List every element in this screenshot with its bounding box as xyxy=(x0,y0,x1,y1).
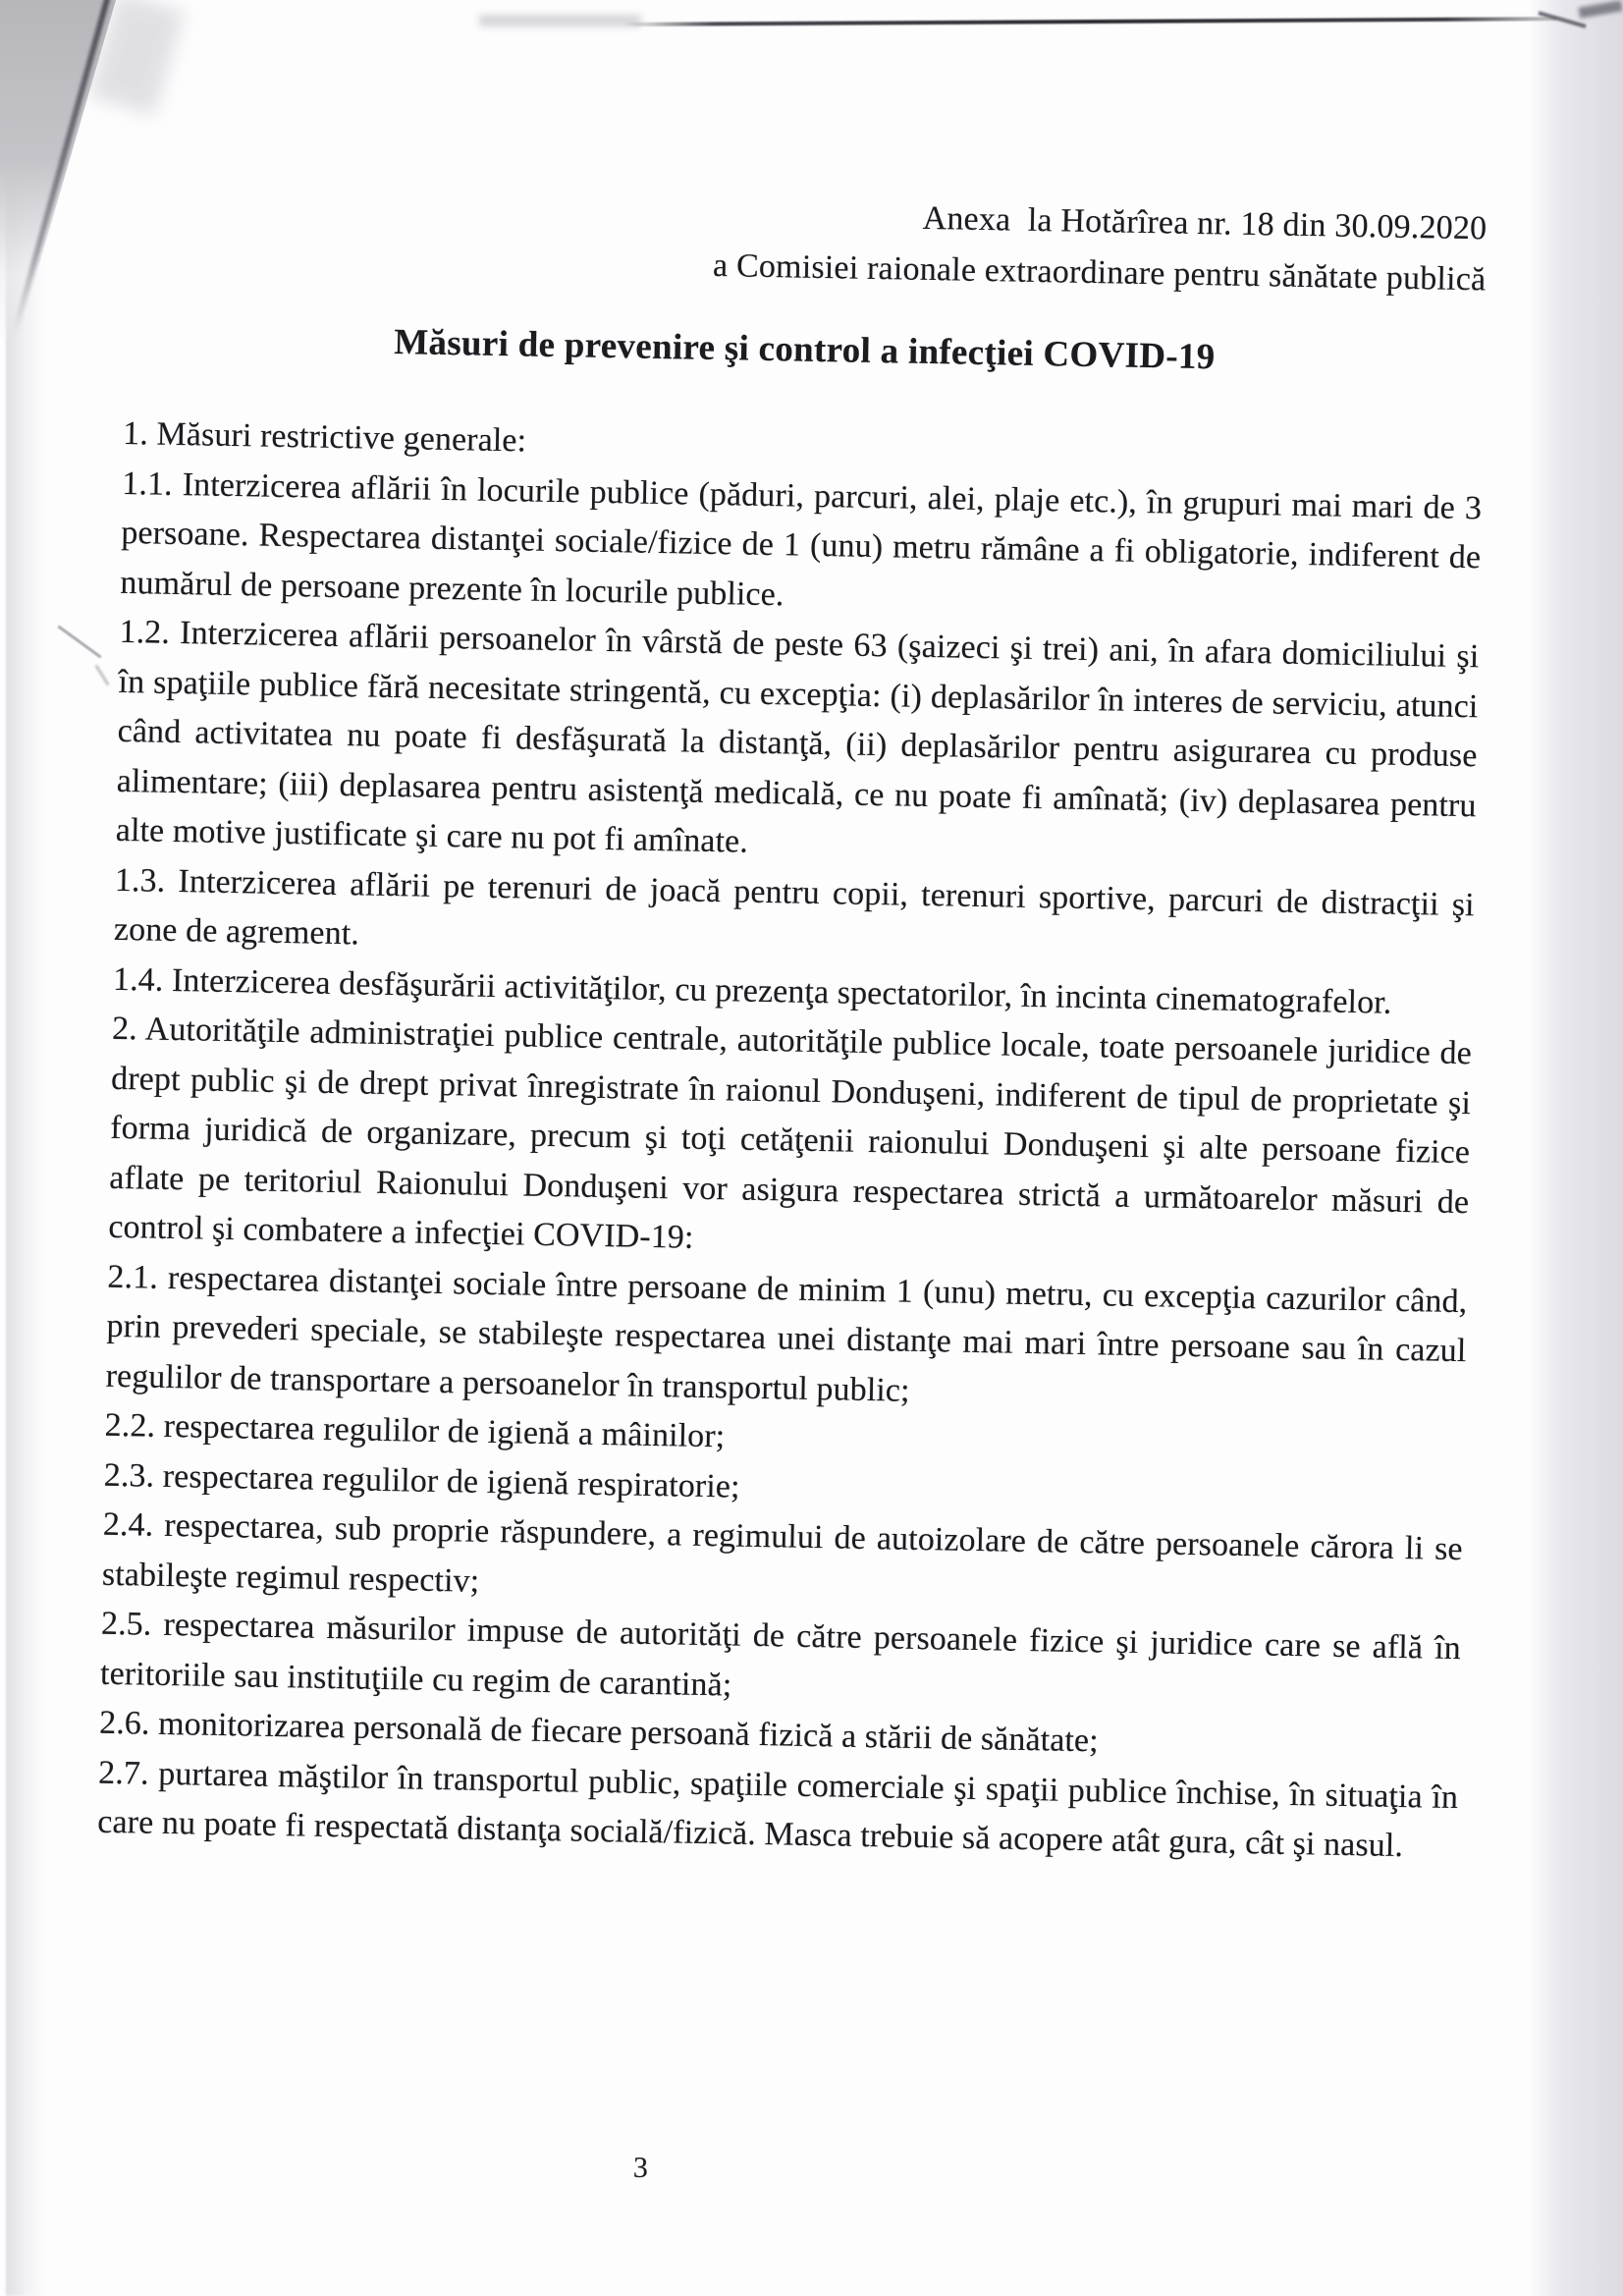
paragraph-1-4: 1.4. Interzicerea desfăşurării activităţilor, cu prezenţa spectatorilor, în incinta cinematografelor. xyxy=(112,960,1392,1021)
scanner-left-edge-strip xyxy=(6,0,45,2296)
paragraph-1: 1. Măsuri restrictive generale: xyxy=(122,414,527,460)
paragraph-2-4: 2.4. respectarea, sub proprie răspundere, a regimului de autoizolare de către persoanele cărora li se stabileşte regimul respectiv; xyxy=(101,1505,1463,1600)
paragraph-2: 2. Autorităţile administraţiei publice centrale, autorităţile publice locale, toate persoanele juridice de drept public şi de drept privat înregistrate în raionul Donduşeni, indiferent de tipul de proprietate şi forma juridică de organizare, precum şi toţi cetăţenii raionului Donduşeni şi alte persoane fizice aflate pe teritoriul Raionului Donduşeni vor asigura respectarea strictă a următoarelor măsuri de control şi combatere a infecţiei COVID-19: xyxy=(108,1010,1473,1256)
top-page-edge-line xyxy=(622,17,1557,27)
paragraph-2-6: 2.6. monitorizarea personală de fiecare persoană fizică a stării de sănătate; xyxy=(98,1704,1100,1760)
paragraph-2-5: 2.5. respectarea măsurilor impuse de autorităţi de către persoanele fizice şi juridice care se află în teritoriile sau instituţiile cu regim de carantină; xyxy=(99,1605,1462,1704)
top-edge-smudge xyxy=(479,15,641,27)
paragraph-2-2: 2.2. respectarea regulilor de igienă a mâinilor; xyxy=(104,1406,726,1455)
document-title: Măsuri de prevenire şi control a infecţiei COVID-19 xyxy=(393,322,1216,378)
annex-header-line-2: a Comisiei raionale extraordinare pentru sănătate publică xyxy=(712,246,1487,299)
page-number: 3 xyxy=(632,2151,649,2185)
stray-pen-mark-tail xyxy=(94,665,109,686)
scanner-right-edge-strip xyxy=(1528,0,1623,2296)
annex-header-line-1: Anexa la Hotărîrea nr. 18 din 30.09.2020 xyxy=(922,199,1488,247)
paragraph-1-3: 1.3. Interzicerea aflării pe terenuri de joacă pentru copii, terenuri sportive, parcuri de distracţii şi zone de agrement. xyxy=(113,861,1476,953)
paragraph-2-1: 2.1. respectarea distanţei sociale între persoane de minim 1 (unu) metru, cu excepţia cazurilor când, prin prevederi speciale, se stabileşte respectarea unei distanţe mai mari între persoane sau în cazul regulilor de transportare a persoanelor în transportul public; xyxy=(105,1258,1468,1409)
paragraph-1-2: 1.2. Interzicerea aflării persoanelor în vârstă de peste 63 (şaizeci şi trei) ani, în afara domiciliului şi în spaţiile publice fără necesitate stringentă, cu excepţia: (i) deplasărilor în interes de serviciu, atunci când activitatea nu poate fi desfăşurată la distanţă, (ii) deplasărilor pentru asigurarea cu produse alimentare; (iii) deplasarea pentru asistenţă medicală, ce nu poate fi amînată; (iv) deplasarea pentru alte motive justificate şi care nu pot fi amînate. xyxy=(115,613,1480,860)
document-content xyxy=(96,179,1488,2185)
document-body xyxy=(97,410,1484,1873)
paragraph-2-7: 2.7. purtarea măştilor în transportul public, spaţiile comerciale şi spaţii publice închise, în situaţia în care nu poate fi respectată distanţa socială/fizică. Masca trebuie să acopere atât gura, cât şi nasul. xyxy=(96,1754,1459,1865)
paragraph-1-1: 1.1. Interzicerea aflării în locurile publice (păduri, parcuri, alei, plaje etc.), în grupuri mai mari de 3 persoane. Respectarea distanţei sociale/fizice de 1 (unu) metru rămâne a fi obligatorie, indiferent de numărul de persoane prezente în locurile publice. xyxy=(120,465,1483,613)
stray-pen-mark xyxy=(57,625,101,658)
paragraph-2-3: 2.3. respectarea regulilor de igienă respiratorie; xyxy=(103,1456,740,1505)
